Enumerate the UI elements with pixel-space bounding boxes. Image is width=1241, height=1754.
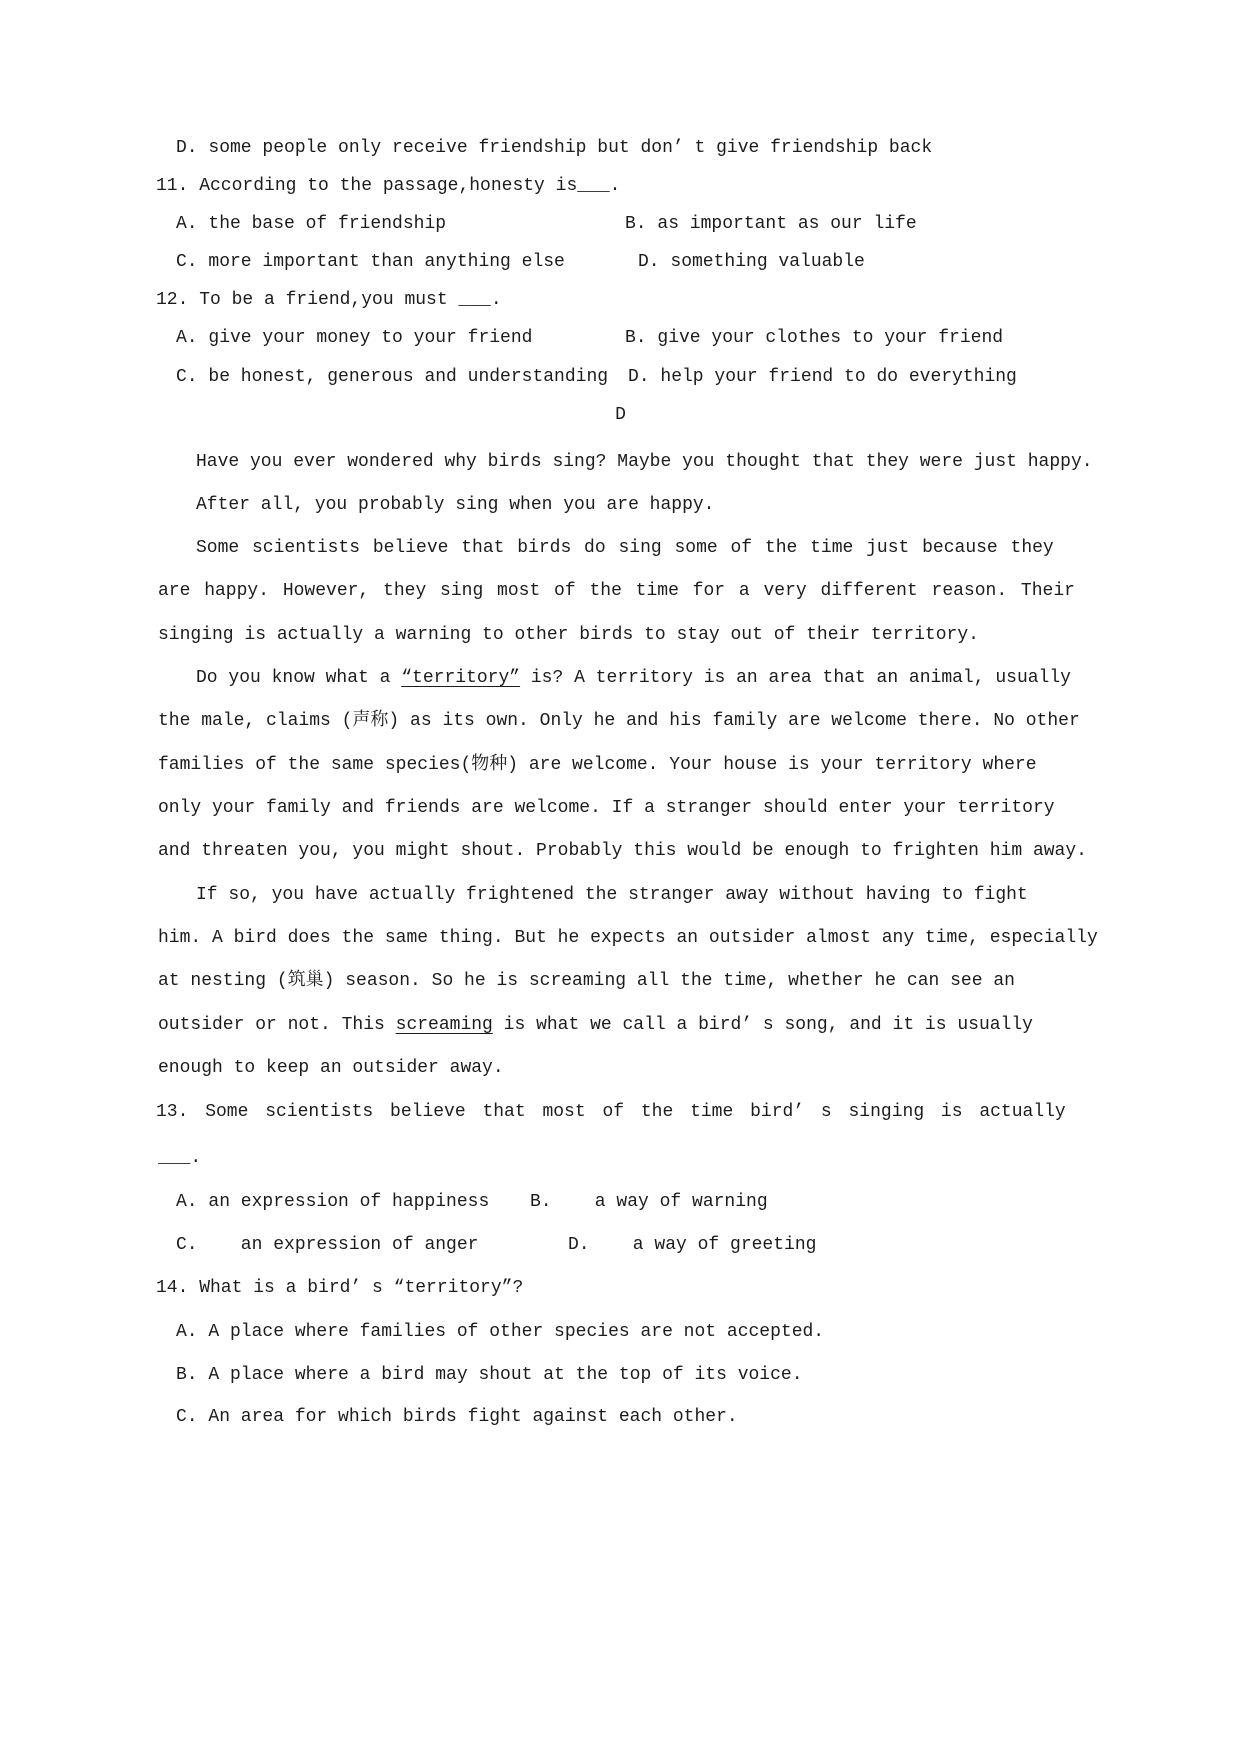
question-12-option-c: C. be honest, generous and understanding (176, 367, 609, 387)
question-12-option-a: A. give your money to your friend (176, 328, 533, 348)
question-14-option-c: C. An area for which birds fight against each other. (176, 1407, 738, 1427)
passage-line: only your family and friends are welcome. If a stranger should enter your territory (158, 798, 1055, 818)
question-11: 11. According to the passage,honesty is___. (156, 176, 621, 196)
question-14: 14. What is a bird’ s “territory”? (156, 1278, 524, 1298)
underlined-term-screaming: screaming (395, 1015, 493, 1035)
question-13-option-b: B. a way of warning (530, 1192, 768, 1212)
question-14-option-a: A. A place where families of other species are not accepted. (176, 1322, 825, 1342)
passage-line: the male, claims (声称) as its own. Only he and his family are welcome there. No other (158, 711, 1080, 731)
underlined-term-territory: “territory” (401, 668, 521, 688)
question-11-option-a: A. the base of friendship (176, 214, 447, 234)
option-d-question10: D. some people only receive friendship but don’ t give friendship back (176, 138, 933, 158)
passage-line: Some scientists believe that birds do sing some of the time just because they (196, 538, 1054, 558)
question-14-option-b: B. A place where a bird may shout at the top of its voice. (176, 1365, 803, 1385)
passage-line (158, 1015, 1033, 1037)
passage-line (196, 668, 1071, 690)
text-segment: outsider or not. This (158, 1015, 396, 1035)
passage-line: at nesting (筑巢) season. So he is screaming all the time, whether he can see an (158, 971, 1015, 991)
question-13: 13. Some scientists believe that most of the time bird’ s singing is actually (156, 1102, 1066, 1122)
passage-line: families of the same species(物种) are welcome. Your house is your territory where (158, 755, 1037, 775)
passage-line: singing is actually a warning to other birds to stay out of their territory. (158, 625, 979, 645)
question-12-option-b: B. give your clothes to your friend (625, 328, 1004, 348)
passage-line: are happy. However, they sing most of the time for a very different reason. Their (158, 581, 1075, 601)
question-13-option-a: A. an expression of happiness (176, 1192, 490, 1212)
section-label-d: D (615, 405, 626, 425)
text-segment: Do you know what a (196, 668, 402, 688)
passage-line: and threaten you, you might shout. Probably this would be enough to frighten him away. (158, 841, 1087, 861)
passage-line: If so, you have actually frightened the stranger away without having to fight (196, 885, 1028, 905)
question-13-option-c: C. an expression of anger (176, 1235, 479, 1255)
question-13-blank: ___. (158, 1148, 202, 1168)
text-segment: is? A territory is an area that an animal, usually (520, 668, 1071, 688)
question-12: 12. To be a friend,you must ___. (156, 290, 502, 310)
question-12-option-d: D. help your friend to do everything (628, 367, 1017, 387)
passage-line: him. A bird does the same thing. But he expects an outsider almost any time, especially (158, 928, 1098, 948)
question-11-option-b: B. as important as our life (625, 214, 917, 234)
passage-line: Have you ever wondered why birds sing? Maybe you thought that they were just happy. (196, 452, 1093, 472)
passage-line: enough to keep an outsider away. (158, 1058, 504, 1078)
text-segment: is what we call a bird’ s song, and it is usually (492, 1015, 1033, 1035)
question-11-option-c: C. more important than anything else (176, 252, 565, 272)
passage-line: After all, you probably sing when you are happy. (196, 495, 715, 515)
question-11-option-d: D. something valuable (638, 252, 865, 272)
question-13-option-d: D. a way of greeting (568, 1235, 817, 1255)
